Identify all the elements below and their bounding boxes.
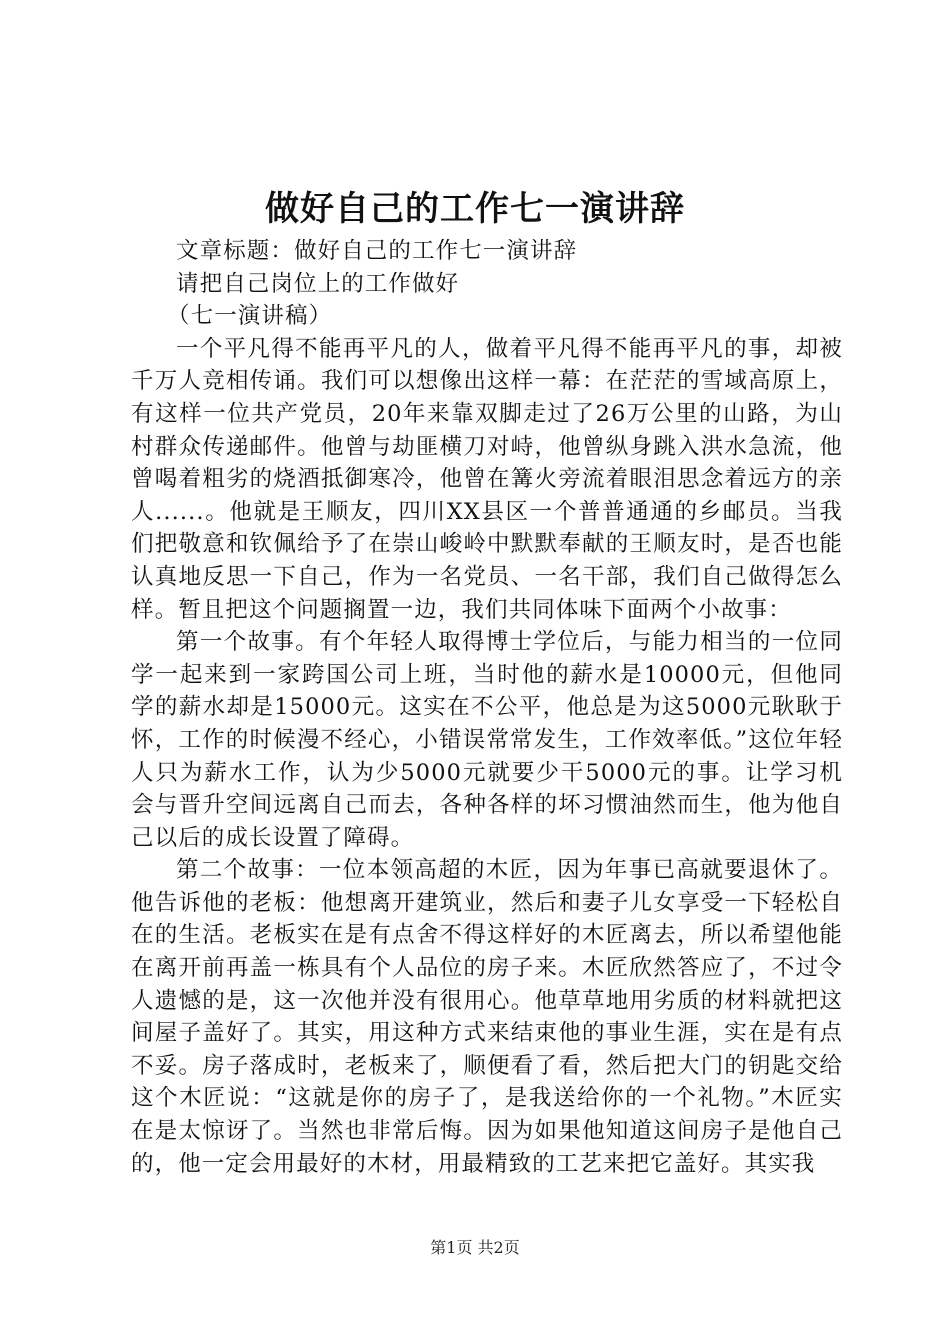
paragraph: 一个平凡得不能再平凡的人，做着平凡得不能再平凡的事，却被千万人竞相传诵。我们可以想像出这样一幕：在茫茫的雪域高原上，有这样一位共产党员，20年来靠双脚走过了26万公里的山路，为山村群众传递邮件。他曾与劫匪横刀对峙，他曾纵身跳入洪水急流，他曾喝着粗劣的烧酒抵御寒冷，他曾在篝火旁流着眼泪思念着远方的亲人......。他就是王顺友，四川XX县区一个普普通通的乡邮员。当我们把敬意和钦佩给予了在崇山峻岭中默默奉献的王顺友时，是否也能认真地反思一下自己，作为一名党员、一名干部，我们自己做得怎么样。暂且把这个问题搁置一边，我们共同体味下面两个小故事： bbox=[131, 335, 843, 623]
article-title-line: 文章标题：做好自己的工作七一演讲辞 bbox=[176, 238, 578, 264]
page-number-footer: 第1页 共2页 bbox=[430, 1238, 520, 1257]
document-title: 做好自己的工作七一演讲辞 bbox=[265, 189, 685, 229]
paragraph: 第二个故事：一位本领高超的木匠，因为年事已高就要退休了。他告诉他的老板：他想离开建筑业，然后和妻子儿女享受一下轻松自在的生活。老板实在是有点舍不得这样好的木匠离去，所以希望他能在离开前再盖一栋具有个人品位的房子来。木匠欣然答应了，不过令人遗憾的是，这一次他并没有很用心。他草草地用劣质的材料就把这间屋子盖好了。其实，用这种方式来结束他的事业生涯，实在是有点不妥。房子落成时，老板来了，顺便看了看，然后把大门的钥匙交给这个木匠说：“这就是你的房子了，是我送给你的一个礼物。”木匠实在是太惊讶了。当然也非常后悔。因为如果他知道这间房子是他自己的，他一定会用最好的木材，用最精致的工艺来把它盖好。其实我 bbox=[131, 857, 843, 1177]
subtitle-line: 请把自己岗位上的工作做好 bbox=[176, 270, 460, 297]
speech-type-note: （七一演讲稿） bbox=[167, 303, 333, 330]
document-body bbox=[131, 235, 843, 1180]
paragraph: 第一个故事。有个年轻人取得博士学位后，与能力相当的一位同学一起来到一家跨国公司上班，当时他的薪水是10000元，但他同学的薪水却是15000元。这实在不公平，他总是为这5000元耿耿于怀，工作的时候漫不经心，小错误常常发生，工作效率低。”这位年轻人只为薪水工作，认为少5000元就要少干5000元的事。让学习机会与晋升空间远离自己而去，各种各样的坏习惯油然而生，他为他自己以后的成长设置了障碍。 bbox=[131, 629, 843, 851]
